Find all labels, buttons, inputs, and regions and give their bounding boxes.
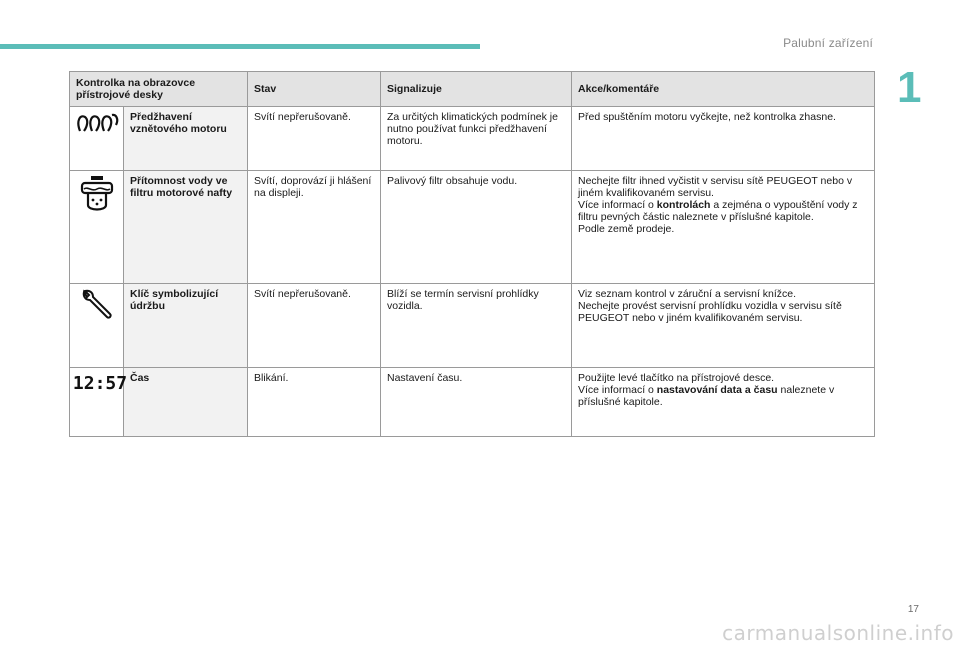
clock-display-text: 12:57 — [72, 373, 128, 394]
top-accent-bar — [0, 44, 480, 49]
action-line: Nechejte filtr ihned vyčistit v servisu sítě PEUGEOT nebo v jiném kvalifikovaném servisu. — [578, 175, 853, 199]
page-number: 17 — [907, 604, 919, 615]
action-line: Více informací o kontrolách a zejména o vypouštění vody z filtru pevných částic naleznete v příslušné kapitole. — [578, 199, 858, 223]
column-header-signal: Signalizuje — [381, 72, 572, 107]
indicator-name: Předžhavení vznětového motoru — [124, 107, 248, 171]
warning-lights-table — [69, 71, 875, 437]
action-line: Podle země prodeje. — [578, 223, 675, 235]
action-line: Nechejte provést servisní prohlídku vozidla v servisu sítě PEUGEOT nebo v jiném kvalifikovaném servisu. — [578, 300, 842, 324]
chapter-number: 1 — [897, 63, 922, 112]
table-row — [70, 368, 875, 437]
indicator-state: Svítí, doprovází ji hlášení na displeji. — [248, 171, 381, 284]
keyword-date-time: nastavování data a času — [656, 384, 778, 396]
icon-cell — [70, 107, 124, 171]
action-line: Použijte levé tlačítko na přístrojové desce. — [578, 372, 775, 384]
indicator-action — [572, 368, 875, 437]
glow-plug-icon — [76, 111, 117, 135]
indicator-name: Přítomnost vody ve filtru motorové nafty — [124, 171, 248, 284]
indicator-signal: Palivový filtr obsahuje vodu. — [381, 171, 572, 284]
icon-cell — [70, 368, 128, 437]
section-title: Palubní zařízení — [783, 36, 873, 50]
icon-cell — [70, 171, 124, 284]
table-row — [70, 171, 875, 284]
indicator-action — [572, 284, 875, 368]
wrench-icon — [76, 288, 117, 322]
keyword-checks: kontrolách — [656, 199, 711, 211]
column-header-indicator: Kontrolka na obrazovce přístrojové desky — [70, 72, 248, 107]
column-header-state: Stav — [248, 72, 381, 107]
indicator-action — [572, 171, 875, 284]
action-line: Viz seznam kontrol v záruční a servisní knížce. — [578, 288, 797, 300]
indicator-signal: Blíží se termín servisní prohlídky vozidla. — [381, 284, 572, 368]
indicator-state: Blikání. — [248, 368, 381, 437]
indicator-action: Před spuštěním motoru vyčkejte, než kontrolka zhasne. — [572, 107, 875, 171]
indicator-name: Klíč symbolizující údržbu — [124, 284, 248, 368]
action-line: Více informací o nastavování data a času naleznete v příslušné kapitole. — [578, 384, 835, 408]
indicator-signal: Nastavení času. — [381, 368, 572, 437]
water-in-fuel-icon — [76, 175, 117, 215]
indicator-name: Čas — [124, 368, 248, 437]
indicator-state: Svítí nepřerušovaně. — [248, 284, 381, 368]
table-header-row — [70, 72, 875, 107]
indicator-signal: Za určitých klimatických podmínek je nutno používat funkci předžhavení motoru. — [381, 107, 572, 171]
column-header-action: Akce/komentáře — [572, 72, 875, 107]
table-row — [70, 107, 875, 171]
clock-icon — [72, 372, 128, 394]
icon-cell — [70, 284, 124, 368]
indicator-state: Svítí nepřerušovaně. — [248, 107, 381, 171]
watermark: carmanualsonline.info — [722, 621, 954, 645]
table-row — [70, 284, 875, 368]
